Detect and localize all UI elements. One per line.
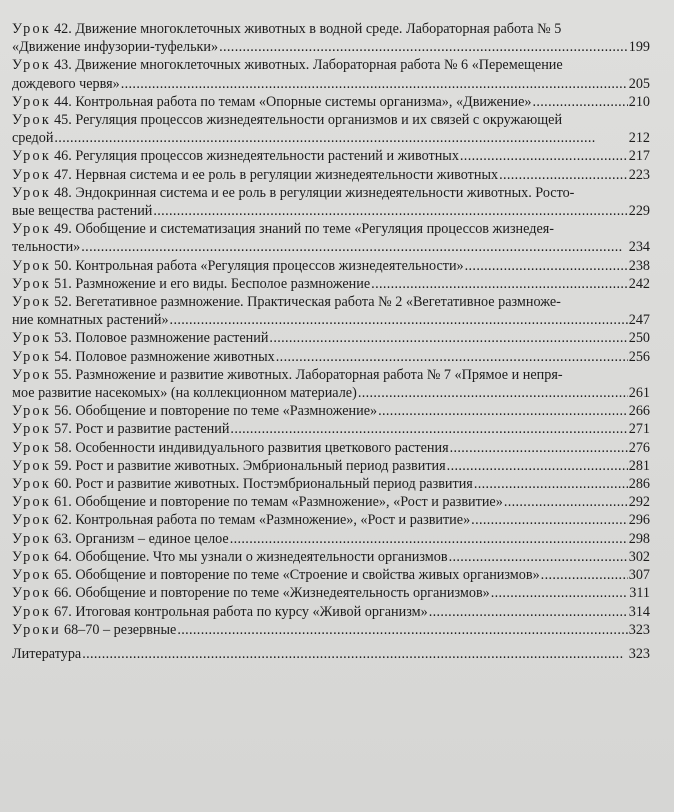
page-number: 242: [628, 275, 650, 292]
toc-entry-line: [12, 220, 650, 238]
toc-entry: [12, 147, 650, 165]
toc-entry: [12, 257, 650, 275]
page-number: 210: [628, 93, 650, 110]
lesson-prefix: Урок: [12, 21, 52, 37]
toc-entry-line: [12, 257, 650, 275]
toc-entry-line: [12, 275, 650, 293]
toc-entry-line: [12, 20, 650, 38]
toc-entry-line: [12, 548, 650, 566]
toc-entry-line: [12, 184, 650, 202]
page-number: 199: [628, 39, 650, 56]
dot-leader: [177, 621, 627, 639]
toc-entry-line: [12, 111, 650, 129]
toc-entry-line: [12, 348, 650, 366]
toc-entry: [12, 293, 650, 329]
lesson-prefix: Урок: [12, 585, 52, 602]
dot-leader: [474, 475, 628, 493]
lesson-prefix: Урок: [12, 421, 52, 438]
toc-entry-line: [12, 511, 650, 529]
dot-leader: [449, 548, 628, 566]
page-number: 205: [628, 75, 650, 92]
page-number: 238: [628, 257, 650, 274]
dot-leader: [471, 511, 628, 529]
dot-leader: [54, 129, 627, 147]
lesson-title: 61. Обобщение и повторение по темам «Размножение», «Рост и развитие»: [54, 494, 503, 511]
page-number: 247: [628, 312, 650, 329]
lesson-prefix: Урок: [12, 294, 52, 311]
lesson-prefix: Урок: [12, 530, 52, 547]
toc-entry-line: [12, 603, 650, 621]
page-number: 307: [628, 567, 650, 584]
page-number: 323: [628, 621, 650, 638]
lesson-title: 44. Контрольная работа по темам «Опорные системы организма», «Движение»: [54, 93, 532, 110]
toc-entry: [12, 93, 650, 111]
lesson-title: 63. Организм – единое целое: [54, 530, 229, 547]
lesson-prefix: Урок: [12, 221, 52, 238]
lesson-prefix: Урок: [12, 494, 52, 511]
page-number: 256: [628, 348, 650, 365]
dot-leader: [121, 75, 628, 93]
toc-entry: [12, 548, 650, 566]
dot-leader: [429, 603, 628, 621]
lesson-title: 53. Половое размножение растений: [54, 330, 269, 347]
dot-leader: [358, 384, 628, 402]
toc-entry: [12, 493, 650, 511]
page-number: 223: [628, 166, 650, 183]
toc-entry-line: [12, 147, 650, 165]
lesson-prefix: Урок: [12, 93, 52, 110]
dot-leader: [219, 38, 628, 56]
toc-entry-line: [12, 439, 650, 457]
lesson-prefix: Урок: [12, 567, 52, 584]
dot-leader: [82, 645, 627, 663]
lesson-title: 47. Нервная система и ее роль в регуляции жизнедеятельности животных: [54, 166, 499, 183]
toc-entry: [12, 56, 650, 92]
toc-entry-line: [12, 457, 650, 475]
toc-entry: [12, 348, 650, 366]
lesson-prefix: Урок: [12, 184, 52, 201]
toc-entry-line: [12, 384, 650, 402]
lesson-prefix: Урок: [12, 457, 52, 474]
lesson-title: дождевого червя»: [12, 75, 120, 92]
page-number: 311: [629, 585, 650, 602]
dot-leader: [378, 402, 628, 420]
dot-leader: [541, 566, 628, 584]
page-number: 250: [628, 330, 650, 347]
dot-leader: [491, 584, 628, 602]
lesson-prefix: Урок: [12, 257, 52, 274]
toc-entry-line: [12, 420, 650, 438]
lesson-prefix: Урок: [12, 548, 52, 565]
lesson-prefix: Урок: [12, 348, 52, 365]
lesson-prefix: Урок: [12, 476, 52, 493]
lesson-prefix: Уроки: [12, 621, 61, 638]
lesson-prefix: Урок: [12, 275, 52, 292]
dot-leader: [81, 238, 627, 256]
toc-entry-line: [12, 38, 650, 56]
toc-entry-line: [12, 402, 650, 420]
toc-entry: [12, 603, 650, 621]
lesson-title: мое развитие насекомых» (на коллекционном материале): [12, 385, 357, 402]
lesson-title: ние комнатных растений»: [12, 312, 169, 329]
toc-entry-line: [12, 238, 650, 256]
lesson-prefix: Урок: [12, 603, 52, 620]
toc-entry-line: [12, 493, 650, 511]
page-number: 266: [628, 403, 650, 420]
toc-entry: [12, 111, 650, 147]
lesson-title: 43. Движение многоклеточных животных. Лабораторная работа № 6 «Перемещение: [54, 57, 563, 74]
page-number: 323: [628, 645, 650, 662]
dot-leader: [465, 257, 628, 275]
page-number: 296: [628, 512, 650, 529]
page-number: 314: [628, 603, 650, 620]
lesson-prefix: Урок: [12, 512, 52, 529]
lesson-title: 66. Обобщение и повторение по теме «Жизнедеятельность организмов»: [54, 585, 490, 602]
dot-leader: [450, 439, 628, 457]
toc-entry: [12, 566, 650, 584]
toc-entry: [12, 20, 650, 56]
toc-entry: [12, 402, 650, 420]
toc-entry-line: [12, 475, 650, 493]
toc-entry-line: [12, 621, 650, 639]
lesson-title: тельности»: [12, 239, 81, 256]
toc-entry: [12, 475, 650, 493]
toc-entry: [12, 584, 650, 602]
toc-entry-line: [12, 566, 650, 584]
lesson-title: 48. Эндокринная система и ее роль в регуляции жизнедеятельности животных. Росто-: [54, 184, 575, 201]
lesson-title: 67. Итоговая контрольная работа по курсу «Живой организм»: [54, 603, 428, 620]
dot-leader: [447, 457, 628, 475]
toc-entry-line: [12, 202, 650, 220]
page-number: 292: [628, 494, 650, 511]
lesson-prefix: Урок: [12, 366, 52, 383]
dot-leader: [153, 202, 627, 220]
toc-entry: [12, 220, 650, 256]
lesson-title: 42. Движение многоклеточных животных в водной среде. Лабораторная работа № 5: [54, 21, 562, 37]
toc-entry-line: [12, 311, 650, 329]
lesson-title: 45. Регуляция процессов жизнедеятельности организмов и их связей с окружающей: [54, 112, 563, 129]
lesson-title: «Движение инфузории-туфельки»: [12, 39, 219, 56]
toc-entry-line: [12, 75, 650, 93]
lesson-title: 64. Обобщение. Что мы узнали о жизнедеятельности организмов: [54, 548, 448, 565]
lesson-prefix: Урок: [12, 330, 52, 347]
page-number: 229: [628, 203, 650, 220]
toc-entry: [12, 457, 650, 475]
literature-entry: [12, 645, 650, 663]
dot-leader: [460, 147, 628, 165]
lesson-title: вые вещества растений: [12, 203, 153, 220]
lesson-prefix: Урок: [12, 439, 52, 456]
toc-entry: [12, 329, 650, 347]
toc-entry: [12, 184, 650, 220]
toc-entry: [12, 621, 650, 639]
toc-entry-line: [12, 584, 650, 602]
page-number: 286: [628, 476, 650, 493]
lesson-prefix: Урок: [12, 403, 52, 420]
toc-entry: [12, 439, 650, 457]
toc-entry-line: [12, 93, 650, 111]
toc-entry-line: [12, 530, 650, 548]
page-number: 281: [628, 457, 650, 474]
toc-entry: [12, 275, 650, 293]
dot-leader: [230, 530, 628, 548]
lesson-title: 49. Обобщение и систематизация знаний по теме «Регуляция процессов жизнедея-: [54, 221, 555, 238]
lesson-title: 55. Размножение и развитие животных. Лабораторная работа № 7 «Прямое и непря-: [54, 366, 563, 383]
lesson-title: 51. Размножение и его виды. Бесполое размножение: [54, 275, 371, 292]
lesson-title: 65. Обобщение и повторение по теме «Строение и свойства живых организмов»: [54, 567, 540, 584]
lesson-title: 52. Вегетативное размножение. Практическая работа № 2 «Вегетативное размноже-: [54, 294, 561, 311]
toc-entry-line: [12, 645, 650, 663]
toc-entry: [12, 420, 650, 438]
toc-entry-line: [12, 366, 650, 384]
toc-entry-line: [12, 166, 650, 184]
lesson-title: Литература: [12, 645, 82, 662]
dot-leader: [371, 275, 628, 293]
page-number: 271: [628, 421, 650, 438]
toc-entry-line: [12, 329, 650, 347]
dot-leader: [230, 420, 627, 438]
lesson-title: 68–70 – резервные: [63, 621, 177, 638]
lesson-prefix: Урок: [12, 57, 52, 74]
page-number: 302: [628, 548, 650, 565]
dot-leader: [269, 329, 627, 347]
page-number: 217: [628, 148, 650, 165]
page-number: 298: [628, 530, 650, 547]
dot-leader: [504, 493, 628, 511]
lesson-title: 62. Контрольная работа по темам «Размножение», «Рост и развитие»: [54, 512, 471, 529]
toc-entry-line: [12, 56, 650, 74]
lesson-title: 56. Обобщение и повторение по теме «Размножение»: [54, 403, 378, 420]
lesson-title: средой: [12, 130, 54, 147]
toc-entry: [12, 366, 650, 402]
toc-entry: [12, 530, 650, 548]
lesson-title: 57. Рост и развитие растений: [54, 421, 230, 438]
toc-entry-line: [12, 293, 650, 311]
page-number: 261: [628, 385, 650, 402]
page-number: 234: [628, 239, 650, 256]
lesson-title: 59. Рост и развитие животных. Эмбриональный период развития: [54, 457, 446, 474]
page-number: 212: [628, 130, 650, 147]
lesson-prefix: Урок: [12, 166, 52, 183]
page-number: 276: [628, 439, 650, 456]
lesson-title: 46. Регуляция процессов жизнедеятельности растений и животных: [54, 148, 459, 165]
toc-entry-line: [12, 129, 650, 147]
lesson-title: 58. Особенности индивидуального развития цветкового растения: [54, 439, 449, 456]
dot-leader: [170, 311, 628, 329]
lesson-title: 54. Половое размножение животных: [54, 348, 275, 365]
lesson-title: 60. Рост и развитие животных. Постэмбриональный период развития: [54, 476, 473, 493]
toc-entry: [12, 166, 650, 184]
dot-leader: [276, 348, 628, 366]
toc-entry: [12, 511, 650, 529]
lesson-prefix: Урок: [12, 148, 52, 165]
dot-leader: [533, 93, 628, 111]
table-of-contents: [12, 20, 650, 663]
lesson-prefix: Урок: [12, 112, 52, 129]
lesson-title: 50. Контрольная работа «Регуляция процессов жизнедеятельности»: [54, 257, 464, 274]
dot-leader: [499, 166, 628, 184]
